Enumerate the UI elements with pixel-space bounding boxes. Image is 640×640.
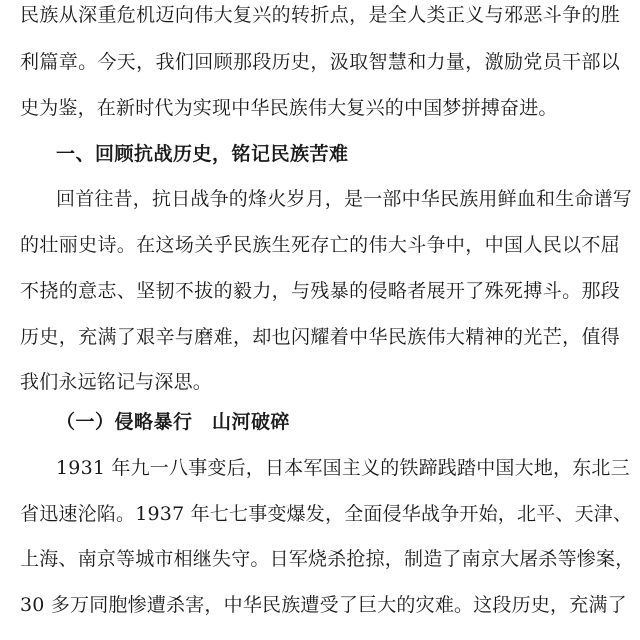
paragraph-line: 不挠的意志、坚韧不拔的毅力，与残暴的侵略者展开了殊死搏斗。那段 — [20, 280, 620, 302]
paragraph-line: 省迅速沦陷。1937 年七七事变爆发，全面侵华战争开始，北平、天津、 — [20, 503, 633, 525]
paragraph-line: 民族从深重危机迈向伟大复兴的转折点，是全人类正义与邪恶斗争的胜 — [20, 4, 620, 26]
paragraph-line: 我们永远铭记与深思。 — [20, 371, 213, 393]
section-heading: 一、回顾抗战历史，铭记民族苦难 — [56, 143, 349, 165]
paragraph-line: 1931 年九一八事变后，日本军国主义的铁蹄践踏中国大地，东北三 — [56, 457, 630, 479]
paragraph-line: 历史，充满了艰辛与磨难，却也闪耀着中华民族伟大精神的光芒，值得 — [20, 326, 620, 348]
paragraph-line: 史为鉴，在新时代为实现中华民族伟大复兴的中国梦拼搏奋进。 — [20, 97, 558, 119]
paragraph-line: 30 多万同胞惨遭杀害，中华民族遭受了巨大的灾难。这段历史，充满了 — [20, 594, 627, 616]
paragraph-line: 回首往昔，抗日战争的烽火岁月，是一部中华民族用鲜血和生命谱写 — [56, 188, 633, 210]
paragraph-line: 的壮丽史诗。在这场关乎民族生死存亡的伟大斗争中，中国人民以不屈 — [20, 234, 620, 256]
subsection-heading: （一）侵略暴行 山河破碎 — [56, 411, 291, 433]
paragraph-line: 上海、南京等城市相继失守。日军烧杀抢掠，制造了南京大屠杀等惨案， — [20, 548, 635, 570]
paragraph-line: 利篇章。今天，我们回顾那段历史，汲取智慧和力量，激励党员干部以 — [20, 51, 620, 73]
